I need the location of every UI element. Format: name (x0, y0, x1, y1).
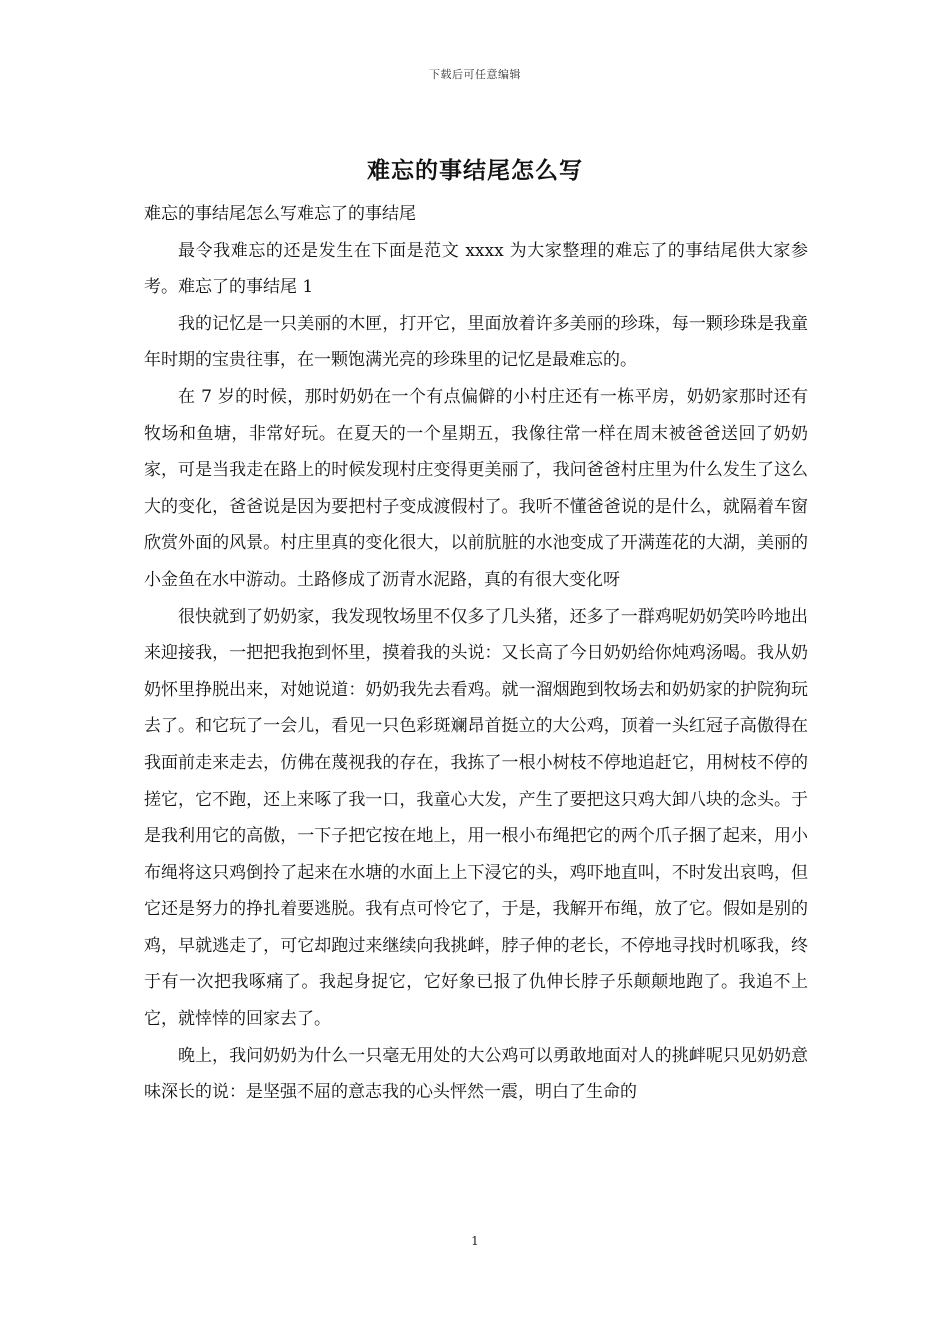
paragraph: 晚上，我问奶奶为什么一只毫无用处的大公鸡可以勇敢地面对人的挑衅呢只见奶奶意味深长的说：是坚强不屈的意志我的心头怦然一震，明白了生命的 (144, 1045, 808, 1103)
page-number: 1 (471, 1234, 479, 1248)
header-note: 下载后可任意编辑 (429, 68, 521, 81)
paragraph: 在 7 岁的时候，那时奶奶在一个有点偏僻的小村庄还有一栋平房，奶奶家那时还有牧场和鱼塘，非常好玩。在夏天的一个星期五，我像往常一样在周末被爸爸送回了奶奶家，可是当我走在路上的时候发现村庄变得更美丽了，我问爸爸村庄里为什么发生了这么大的变化，爸爸说是因为要把村子变成渡假村了。我听不懂爸爸说的是什么，就隔着车窗欣赏外面的风景。村庄里真的变化很大，以前肮脏的水池变成了开满莲花的大湖，美丽的小金鱼在水中游动。土路修成了沥青水泥路，真的有很大变化呀 (144, 386, 808, 590)
paragraph: 很快就到了奶奶家，我发现牧场里不仅多了几头猪，还多了一群鸡呢奶奶笑吟吟地出来迎接我，一把把我抱到怀里，摸着我的头说：又长高了今日奶奶给你炖鸡汤喝。我从奶奶怀里挣脱出来，对她说道：奶奶我先去看鸡。就一溜烟跑到牧场去和奶奶家的护院狗玩去了。和它玩了一会儿，看见一只色彩斑斓昂首挺立的大公鸡，顶着一头红冠子高傲得在我面前走来走去，仿佛在蔑视我的存在，我拣了一根小树枝不停地追赶它，用树枝不停的搓它，它不跑，还上来啄了我一口，我童心大发，产生了要把这只鸡大卸八块的念头。于是我利用它的高傲，一下子把它按在地上，用一根小布绳把它的两个爪子捆了起来，用小布绳将这只鸡倒拎了起来在水塘的水面上上下浸它的头，鸡吓地直叫，不时发出哀鸣，但它还是努力的挣扎着要逃脱。我有点可怜它了，于是，我解开布绳，放了它。假如是别的鸡，早就逃走了，可它却跑过来继续向我挑衅，脖子伸的老长，不停地寻找时机啄我，终于有一次把我啄痛了。我起身捉它，它好象已报了仇伸长脖子乐颠颠地跑了。我追不上它，就悻悻的回家去了。 (144, 606, 808, 1030)
paragraph: 我的记忆是一只美丽的木匣，打开它，里面放着许多美丽的珍珠，每一颗珍珠是我童年时期的宝贵往事，在一颗饱满光亮的珍珠里的记忆是最难忘的。 (144, 313, 808, 371)
paragraph: 最令我难忘的还是发生在下面是范文 xxxx 为大家整理的难忘了的事结尾供大家参考。难忘了的事结尾 1 (144, 240, 808, 298)
paragraph-subtitle: 难忘的事结尾怎么写难忘了的事结尾 (144, 204, 416, 224)
document-body (144, 196, 808, 1111)
document-title: 难忘的事结尾怎么写 (367, 157, 583, 184)
